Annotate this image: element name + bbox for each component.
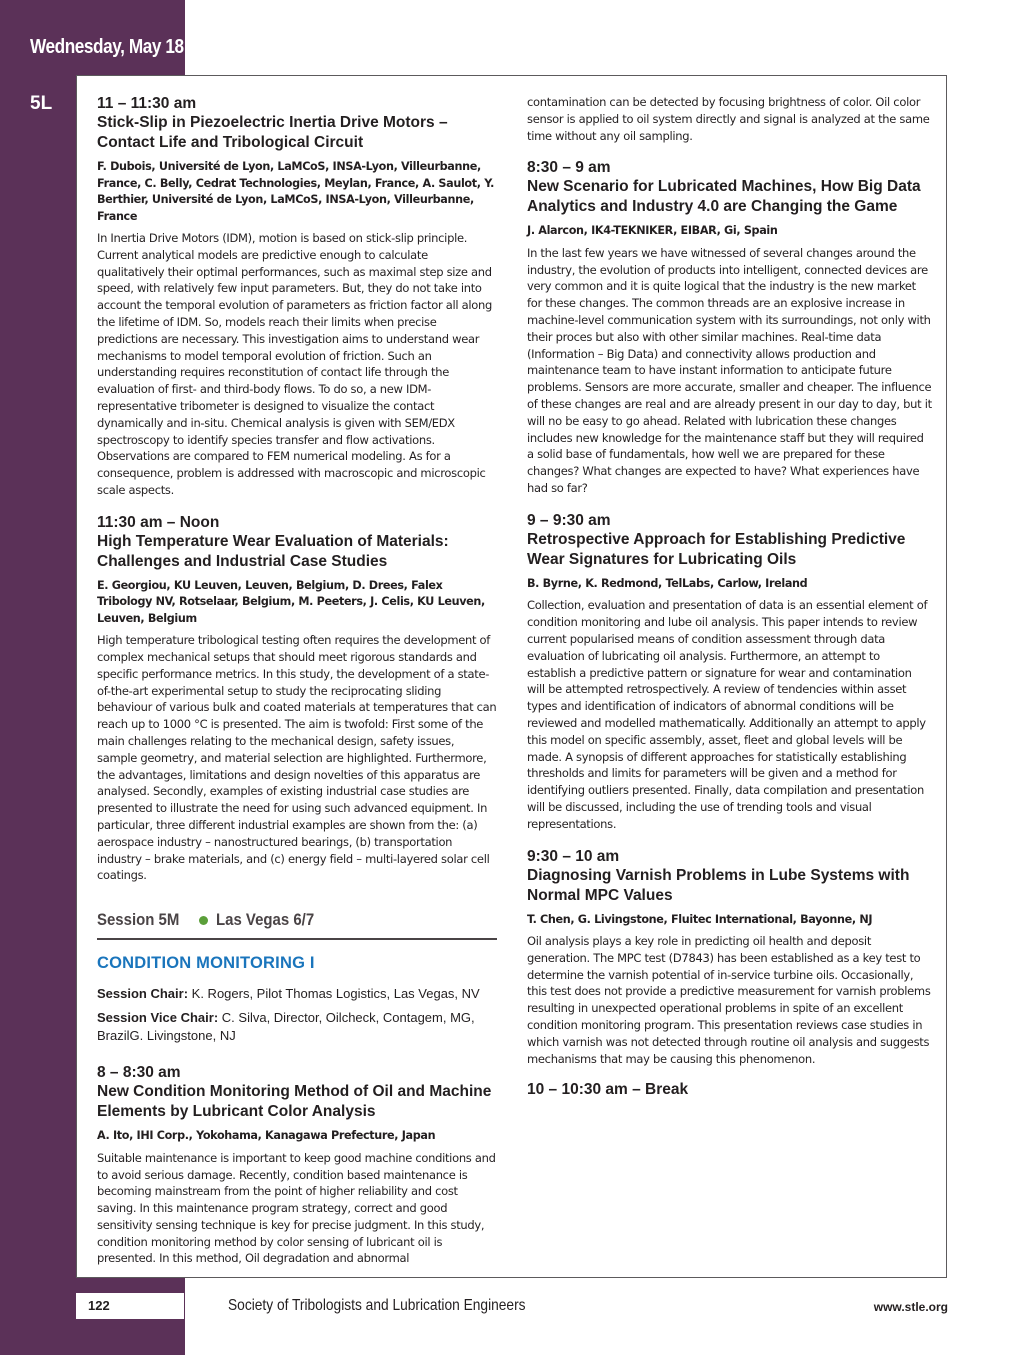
talk-abstract: In the last few years we have witnessed of several changes around the industry, the evolution of products into intelligent, connected devices are very common and it is quite logical that the industry is the new market for these changes. The common threads are an explosive increase in machine-level communication system with its surroundings, not only with their proces but also with other similar machines. Real-time data (Information – Big Data) and connectivity allows production and maintenance team to have instant information to anticipate future problems. Sensors are more accurate, smaller and cheaper. The influence of these changes are real and are already present in our day to day, but it will no be easy to go ahead. Related with lubrication these changes includes new knowledge for the maintenance staff but they will required a solid base of fundamentals, how well we are prepared for these changes? What changes are expected to have? What experiences have had so far?	[527, 245, 932, 496]
talk-entry	[527, 158, 932, 496]
bullet-dot-icon	[199, 916, 208, 925]
talk-abstract-continued: contamination can be detected by focusing brightness of color. Oil color sensor is applied to oil system directly and signal is analyzed at the same time without any oil sampling.	[527, 95, 930, 143]
session-vice-chair-name: C. Silva, Director, Oilcheck, Contagem, MG, BrazilG. Livingstone, NJ	[97, 1010, 475, 1044]
talk-time: 9 – 9:30 am	[527, 511, 611, 529]
talk-title: High Temperature Wear Evaluation of Materials: Challenges and Industrial Case Studies	[97, 532, 449, 570]
talk-time: 11:30 am – Noon	[97, 513, 220, 531]
talk-entry	[97, 1063, 497, 1267]
talk-authors: A. Ito, IHI Corp., Yokohama, Kanagawa Prefecture, Japan	[97, 1129, 436, 1143]
footer-url[interactable]: www.stle.org	[873, 1300, 948, 1314]
talk-title: Diagnosing Varnish Problems in Lube Systems with Normal MPC Values	[527, 866, 910, 904]
organization-name: Society of Tribologists and Lubrication Engineers	[228, 1297, 526, 1314]
talk-entry	[527, 847, 932, 1068]
talk-authors: B. Byrne, K. Redmond, TelLabs, Carlow, Ireland	[527, 576, 808, 590]
session-block	[97, 910, 497, 1045]
talk-abstract: Suitable maintenance is important to keep good machine conditions and to avoid serious damage. Recently, condition based maintenance is becoming mainstream from the point of higher reliability and cost saving. In this maintenance program strategy, correct and good sensitivity sensing technique is key for precise judgment. In this study, condition monitoring method by color sensing of lubricant oil is presented. In this method, Oil degradation and abnormal	[97, 1150, 496, 1266]
talk-title: Retrospective Approach for Establishing Predictive Wear Signatures for Lubricating Oils	[527, 530, 906, 568]
talk-abstract: Oil analysis plays a key role in predicting oil health and deposit generation. The MPC test (D7843) has been established as a key test to determine the varnish potential of in-service turbine oils. Occasionally, this test does not provide a predictive measurement for varnish problems resulting in unexpected operational problems in spite of an excellent condition monitoring program. This presentation reviews case studies in which varnish was not detected through routine oil analysis and suggests mechanisms that may be causing this phenomenon.	[527, 934, 931, 1066]
session-chair-name: K. Rogers, Pilot Thomas Logistics, Las Vegas, NV	[191, 986, 480, 1002]
left-column	[97, 94, 497, 1281]
talk-entry	[97, 94, 497, 499]
talk-abstract: Collection, evaluation and presentation of data is an essential element of condition monitoring and lube oil analysis. This paper intends to review current popularised means of condition assessment through data evaluation of lubricating oil analysis. Furthermore, an attempt to establish a predictive pattern or signature for wear and contamination will be attempted retrospectively. A review of tendencies within asset types and identification of indicators of abnormal conditions will be reviewed and modelled mathematically. Additionally an attempt to apply this model on specific assembly, asset, fleet and global levels will be made. A synopsis of different approaches for statistically establishing thresholds and limits for parameters will be given and a method for identifying outliers presented. Finally, data compilation and presentation will be discussed, including the use of trending tools and visual representations.	[527, 598, 928, 831]
talk-title: Stick-Slip in Piezoelectric Inertia Drive Motors – Contact Life and Tribological Circuit	[97, 114, 448, 151]
session-topic: CONDITION MONITORING I	[97, 954, 315, 973]
session-chair-label: Session Chair:	[97, 986, 189, 1002]
session-code: 5L	[30, 93, 53, 114]
talk-authors: F. Dubois, Université de Lyon, LaMCoS, INSA-Lyon, Villeurbanne, France, C. Belly, Cedrat Technologies, Meylan, France, A. Saulot, Y. Berthier, Université de Lyon, LaMCoS, INSA-Lyon, Villeurbanne, France	[97, 160, 494, 223]
talk-time: 11 – 11:30 am	[97, 95, 197, 112]
talk-title: New Condition Monitoring Method of Oil and Machine Elements by Lubricant Color Analysis	[97, 1083, 492, 1121]
talk-authors: E. Georgiou, KU Leuven, Leuven, Belgium, D. Drees, Falex Tribology NV, Rotselaar, Belgium, M. Peeters, J. Celis, KU Leuven, Leuven, Belgium	[97, 578, 485, 625]
talk-authors: T. Chen, G. Livingstone, Fluitec International, Bayonne, NJ	[527, 912, 873, 926]
break-label: 10 – 10:30 am – Break	[527, 1081, 689, 1099]
talk-time: 9:30 – 10 am	[527, 847, 620, 865]
talk-entry	[97, 513, 497, 884]
session-room: Las Vegas 6/7	[215, 910, 314, 930]
session-chair	[97, 985, 497, 1003]
content-frame	[76, 75, 947, 1278]
session-header	[97, 910, 497, 940]
session-label: Session 5M	[97, 910, 180, 930]
talk-time: 8:30 – 9 am	[527, 159, 611, 177]
talk-abstract: High temperature tribological testing often requires the development of complex mechanical setups that should meet rigorous standards and specific performance metrics. In this study, the development of a state-of-the-art experimental setup to study the reciprocating sliding behaviour of various bulk and coated materials at temperatures that can reach up to 1000 °C is presented. The aim is twofold: First some of the main challenges relating to the mechanical design, safety issues, sample geometry, and material selection are highlighted. Furthermore, the advantages, limitations and design novelties of this apparatus are analysed. Secondly, examples of existing industrial case studies are presented to illustrate the need for using such advanced equipment. In particular, three different industrial examples are shown from the: (a) aerospace industry – nanostructured bearings, (b) transportation industry – brake materials, and (c) energy field – multi-layered solar cell coatings.	[97, 633, 497, 883]
talk-title: New Scenario for Lubricated Machines, How Big Data Analytics and Industry 4.0 are Changing the Game	[527, 178, 921, 216]
page-footer	[76, 1293, 948, 1319]
continued-abstract	[527, 94, 932, 144]
talk-abstract: In Inertia Drive Motors (IDM), motion is based on stick-slip principle. Current analytical models are predictive enough to calculate qualitatively their optimal performances, such as maximal step size and speed, with relatively few input parameters. But, they do not take into account the temporal evolution of parameters as friction factor all along the lifetime of IDM. So, models reach their limits when precise predictions are necessary. This investigation aims to understand wear mechanisms to model temporal evolution of friction. Such an understanding requires reconstitution of contact life through the evaluation of first- and third-body flows. To do so, a new IDM-representative tribometer is designed to visualize the contact dynamically and in-situ. Chemical analysis is given with SEM/EDX spectroscopy to identify species transfer and flow activations. Observations are compared to FEM numerical modeling. As for a consequence, problem is addressed with macroscopic and microscopic scale aspects.	[97, 231, 493, 497]
talk-entry	[527, 511, 932, 833]
day-label: Wednesday, May 18	[30, 36, 184, 58]
talk-time: 8 – 8:30 am	[97, 1064, 181, 1082]
session-vice-chair-label: Session Vice Chair:	[97, 1010, 219, 1026]
right-column	[527, 94, 932, 1099]
page-number: 122	[76, 1293, 184, 1319]
session-vice-chair	[97, 1009, 497, 1045]
talk-authors: J. Alarcon, IK4-TEKNIKER, EIBAR, Gi, Spain	[527, 224, 778, 238]
